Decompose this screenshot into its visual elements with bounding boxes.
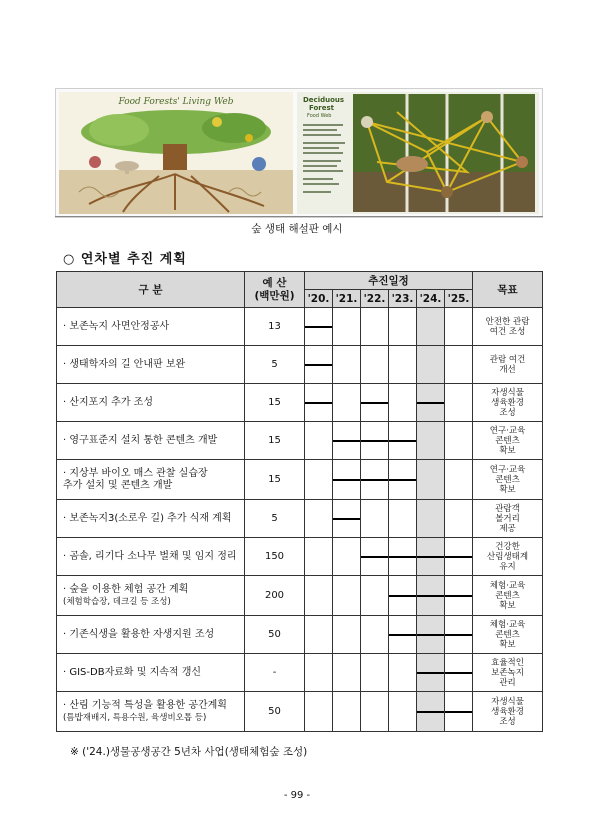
table-row [57, 460, 543, 500]
row-budget: 50 [245, 616, 305, 654]
schedule-cell [333, 692, 361, 732]
schedule-cell [305, 654, 333, 692]
row-item-label: · 산림 기능적 특성을 활용한 공간계획 [63, 699, 227, 711]
schedule-cell [361, 346, 389, 384]
schedule-cell [389, 616, 417, 654]
schedule-cell [389, 500, 417, 538]
row-budget: 5 [245, 346, 305, 384]
schedule-cell [417, 308, 445, 346]
schedule-cell [305, 576, 333, 616]
table-row [57, 576, 543, 616]
row-item-label: · 생태학자의 길 안내판 보완 [63, 358, 186, 370]
schedule-bar [417, 711, 444, 713]
schedule-bar [389, 440, 416, 442]
schedule-cell [389, 422, 417, 460]
right-figure-title-3: Food Web [307, 113, 332, 119]
row-item-label: · 보존녹지3(소로우 길) 추가 식재 계획 [63, 512, 232, 524]
schedule-cell [305, 616, 333, 654]
schedule-cell [305, 500, 333, 538]
schedule-bar [445, 595, 472, 597]
annual-plan-table [56, 271, 543, 732]
schedule-cell [361, 500, 389, 538]
row-item [57, 692, 245, 732]
schedule-cell [361, 692, 389, 732]
schedule-cell [417, 538, 445, 576]
row-item [57, 460, 245, 500]
row-goal: 자생식물 생육환경 조성 [473, 692, 543, 732]
schedule-bar [333, 518, 360, 520]
schedule-cell [333, 616, 361, 654]
schedule-cell [361, 616, 389, 654]
schedule-cell [445, 500, 473, 538]
row-budget: 13 [245, 308, 305, 346]
schedule-bar [445, 556, 472, 558]
schedule-bar [389, 479, 416, 481]
row-item [57, 576, 245, 616]
row-item [57, 422, 245, 460]
year-header: '24. [417, 290, 445, 308]
schedule-bar [417, 595, 444, 597]
row-goal: 체험·교육 콘텐츠 확보 [473, 616, 543, 654]
schedule-bar [305, 402, 332, 404]
year-header: '20. [305, 290, 333, 308]
schedule-cell [445, 654, 473, 692]
table-row [57, 654, 543, 692]
schedule-cell [361, 654, 389, 692]
footnote: ※ ('24.)생물공생공간 5년차 사업(생태체험숲 조성) [70, 746, 308, 758]
table-row [57, 616, 543, 654]
row-goal: 관람 여건 개선 [473, 346, 543, 384]
schedule-cell [333, 308, 361, 346]
schedule-bar [445, 634, 472, 636]
food-forest-living-web-image [59, 92, 293, 214]
row-item-label: · 보존녹지 사면안정공사 [63, 320, 170, 332]
schedule-bar [361, 440, 388, 442]
row-budget: 15 [245, 384, 305, 422]
row-item [57, 538, 245, 576]
schedule-bar [361, 479, 388, 481]
schedule-cell [445, 384, 473, 422]
schedule-cell [333, 500, 361, 538]
schedule-cell [417, 576, 445, 616]
schedule-cell [333, 576, 361, 616]
schedule-cell [389, 538, 417, 576]
right-figure-title-2: Forest [309, 104, 335, 112]
header-item: 구 분 [57, 272, 245, 308]
schedule-bar [333, 479, 360, 481]
section-heading: ○ 연차별 추진 계획 [63, 252, 187, 267]
schedule-bar [417, 672, 444, 674]
page-number: - 99 - [283, 790, 311, 801]
schedule-bar [417, 556, 444, 558]
year-header: '23. [389, 290, 417, 308]
table-row [57, 500, 543, 538]
year-header: '25. [445, 290, 473, 308]
schedule-bar [417, 634, 444, 636]
schedule-bar [445, 672, 472, 674]
year-header: '21. [333, 290, 361, 308]
table-row [57, 384, 543, 422]
schedule-cell [417, 616, 445, 654]
row-goal: 효율적인 보존녹지 관리 [473, 654, 543, 692]
schedule-cell [445, 422, 473, 460]
row-item-label: · GIS-DB자료화 및 지속적 갱신 [63, 666, 202, 678]
schedule-cell [389, 460, 417, 500]
left-figure-title: Food Forests' Living Web [118, 97, 234, 107]
schedule-cell [305, 384, 333, 422]
schedule-bar [361, 402, 388, 404]
schedule-cell [333, 538, 361, 576]
caption-divider [55, 216, 543, 217]
row-goal: 체험·교육 콘텐츠 확보 [473, 576, 543, 616]
row-item [57, 654, 245, 692]
row-goal: 건강한 산림생태계 유지 [473, 538, 543, 576]
year-header: '22. [361, 290, 389, 308]
row-item-label: · 지상부 바이오 매스 관찰 실습장 추가 설치 및 콘텐츠 개발 [63, 467, 208, 491]
schedule-cell [389, 384, 417, 422]
schedule-bar [305, 364, 332, 366]
schedule-cell [305, 346, 333, 384]
row-item [57, 616, 245, 654]
schedule-cell [417, 692, 445, 732]
living-web-illustration [59, 92, 293, 214]
row-item [57, 384, 245, 422]
schedule-bar [445, 711, 472, 713]
table-row [57, 692, 543, 732]
schedule-cell [389, 576, 417, 616]
schedule-cell [445, 616, 473, 654]
schedule-cell [389, 346, 417, 384]
header-schedule: 추진일정 [305, 272, 473, 290]
schedule-bar [417, 402, 444, 404]
row-item-sublabel: (틈밥재배지, 특용수원, 육생비오톱 등) [63, 712, 207, 723]
schedule-bar [361, 556, 388, 558]
figure-caption: 숲 생태 해설판 예시 [251, 223, 343, 235]
schedule-cell [389, 692, 417, 732]
schedule-cell [445, 538, 473, 576]
schedule-cell [333, 654, 361, 692]
schedule-cell [361, 576, 389, 616]
row-item-label: · 기존식생을 활용한 자생지원 조성 [63, 628, 215, 640]
schedule-cell [361, 308, 389, 346]
row-item [57, 308, 245, 346]
row-item-label: · 숲을 이용한 체험 공간 계획 [63, 583, 189, 595]
schedule-cell [305, 538, 333, 576]
table-row [57, 422, 543, 460]
schedule-cell [417, 422, 445, 460]
schedule-bar [305, 326, 332, 328]
schedule-cell [305, 422, 333, 460]
header-budget: 예 산 (백만원) [245, 272, 305, 308]
row-goal: 관람객 볼거리 제공 [473, 500, 543, 538]
row-budget: 50 [245, 692, 305, 732]
row-budget: 200 [245, 576, 305, 616]
row-goal: 연구·교육 콘텐츠 확보 [473, 460, 543, 500]
schedule-cell [333, 422, 361, 460]
schedule-cell [445, 346, 473, 384]
row-item-label: · 영구표준지 설치 통한 콘텐츠 개발 [63, 434, 218, 446]
schedule-bar [333, 440, 360, 442]
deciduous-forest-food-web-image [297, 92, 539, 214]
schedule-bar [389, 595, 416, 597]
schedule-cell [445, 308, 473, 346]
illustration-figure [55, 88, 543, 218]
schedule-cell [361, 538, 389, 576]
schedule-cell [361, 460, 389, 500]
row-item-label: · 곰솔, 리기다 소나무 벌채 및 임지 정리 [63, 550, 237, 562]
schedule-bar [389, 556, 416, 558]
table-row [57, 308, 543, 346]
schedule-cell [417, 346, 445, 384]
row-goal: 연구·교육 콘텐츠 확보 [473, 422, 543, 460]
schedule-cell [333, 346, 361, 384]
row-budget: 15 [245, 422, 305, 460]
food-web-illustration [297, 92, 539, 214]
schedule-cell [417, 384, 445, 422]
schedule-cell [417, 654, 445, 692]
row-goal: 자생식물 생육환경 조성 [473, 384, 543, 422]
row-budget: 15 [245, 460, 305, 500]
schedule-cell [361, 384, 389, 422]
row-item [57, 500, 245, 538]
schedule-cell [305, 308, 333, 346]
schedule-cell [445, 576, 473, 616]
schedule-cell [389, 654, 417, 692]
table-row [57, 346, 543, 384]
row-budget: 5 [245, 500, 305, 538]
row-item [57, 346, 245, 384]
row-budget: 150 [245, 538, 305, 576]
schedule-cell [305, 460, 333, 500]
schedule-cell [389, 308, 417, 346]
right-figure-title-1: Deciduous [303, 96, 345, 104]
schedule-cell [445, 460, 473, 500]
row-item-label: · 산지포지 추가 조성 [63, 396, 153, 408]
schedule-cell [417, 460, 445, 500]
schedule-cell [305, 692, 333, 732]
schedule-cell [445, 692, 473, 732]
schedule-cell [333, 460, 361, 500]
schedule-cell [361, 422, 389, 460]
header-goal: 목표 [473, 272, 543, 308]
schedule-cell [417, 500, 445, 538]
table-row [57, 538, 543, 576]
schedule-cell [333, 384, 361, 422]
row-budget: - [245, 654, 305, 692]
row-item-sublabel: (체험학습장, 데크길 등 조성) [63, 596, 171, 607]
row-goal: 안전한 관람 여건 조성 [473, 308, 543, 346]
schedule-bar [389, 634, 416, 636]
